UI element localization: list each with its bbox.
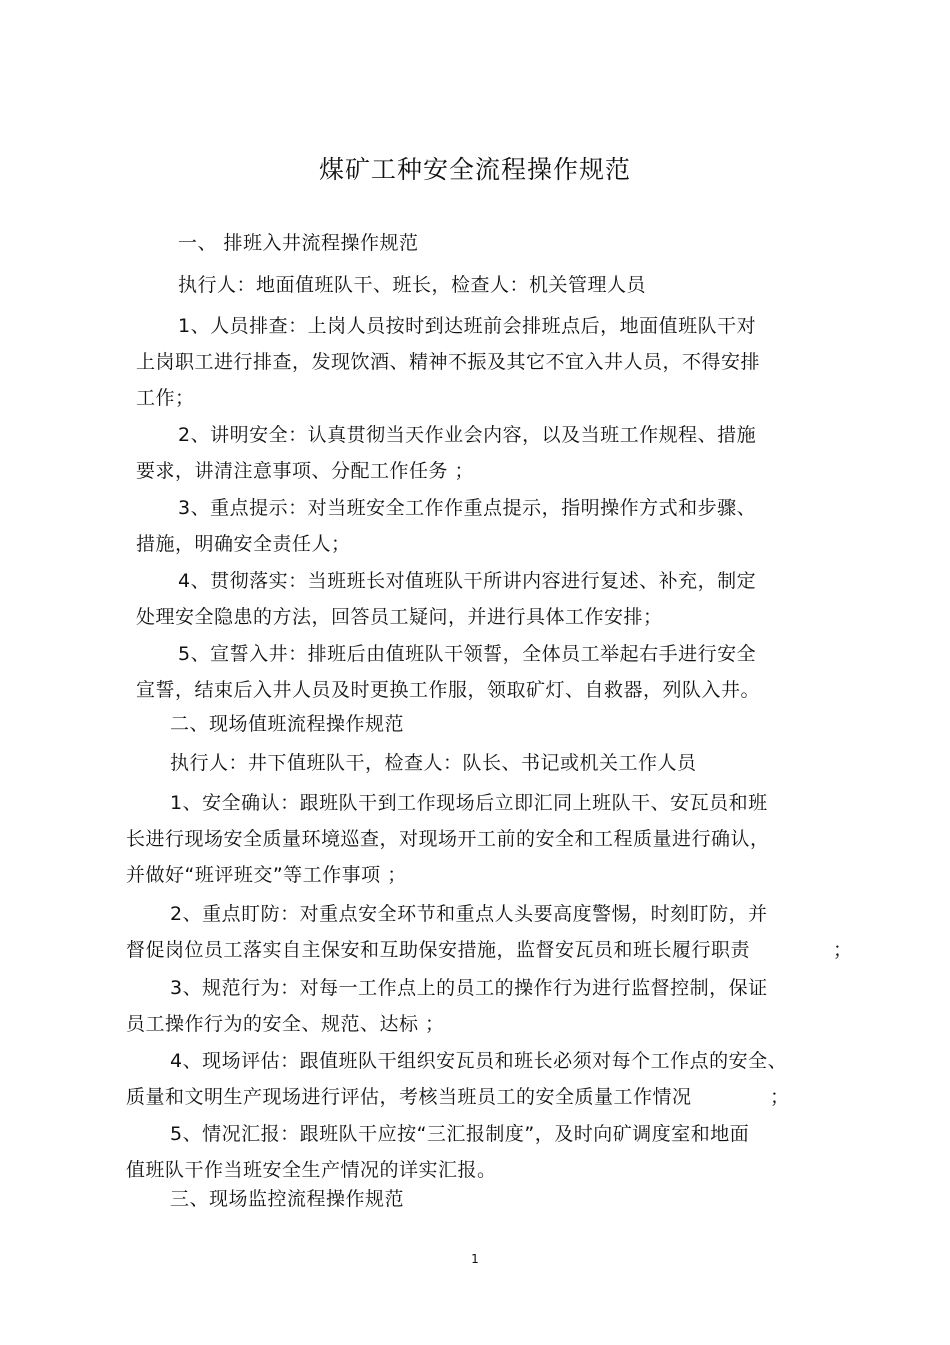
paragraph-line: 3、重点提示：对当班安全工作作重点提示，指明操作方式和步骤、 bbox=[178, 497, 757, 519]
paragraph-line: 3、规范行为：对每一工作点上的员工的操作行为进行监督控制，保证 bbox=[170, 977, 768, 999]
paragraph-line-punctuation: ； bbox=[833, 939, 853, 961]
paragraph-line: 处理安全隐患的方法，回答员工疑问，并进行具体工作安排； bbox=[136, 606, 663, 628]
paragraph-line: 并做好“班评班交”等工作事项 ； bbox=[126, 864, 407, 886]
paragraph-line: 4、现场评估：跟值班队干组织安瓦员和班长必须对每个工作点的安全、 bbox=[170, 1050, 788, 1072]
paragraph-line: 长进行现场安全质量环境巡查，对现场开工前的安全和工程质量进行确认， bbox=[126, 828, 770, 850]
paragraph-line: 5、宣誓入井：排班后由值班队干领誓，全体员工举起右手进行安全 bbox=[178, 643, 757, 665]
paragraph-line: 宣誓，结束后入井人员及时更换工作服，领取矿灯、自救器，列队入井。 bbox=[136, 679, 761, 701]
paragraph-line: 上岗职工进行排查，发现饮酒、精神不振及其它不宜入井人员，不得安排 bbox=[136, 351, 761, 373]
paragraph-line: 1、安全确认：跟班队干到工作现场后立即汇同上班队干、安瓦员和班 bbox=[170, 792, 768, 814]
paragraph-line: 执行人：地面值班队干、班长，检查人：机关管理人员 bbox=[178, 274, 647, 296]
paragraph-line: 执行人：井下值班队干，检查人：队长、书记或机关工作人员 bbox=[170, 752, 697, 774]
paragraph-line: 2、讲明安全：认真贯彻当天作业会内容，以及当班工作规程、措施 bbox=[178, 424, 757, 446]
paragraph-line-punctuation: ； bbox=[770, 1086, 790, 1108]
paragraph-line: 值班队干作当班安全生产情况的详实汇报。 bbox=[126, 1159, 497, 1181]
page-number: 1 bbox=[471, 1252, 479, 1266]
paragraph-line: 5、情况汇报：跟班队干应按“三汇报制度”，及时向矿调度室和地面 bbox=[170, 1123, 750, 1145]
paragraph-line: 1、人员排查：上岗人员按时到达班前会排班点后，地面值班队干对 bbox=[178, 315, 757, 337]
paragraph-line: 工作； bbox=[136, 387, 195, 409]
paragraph-line: 措施，明确安全责任人； bbox=[136, 533, 351, 555]
paragraph-line: 2、重点盯防：对重点安全环节和重点人头要高度警惕，时刻盯防，并 bbox=[170, 903, 768, 925]
section-heading-1: 一、 排班入井流程操作规范 bbox=[178, 232, 419, 254]
document-title: 煤矿工种安全流程操作规范 bbox=[318, 155, 631, 184]
paragraph-line: 质量和文明生产现场进行评估，考核当班员工的安全质量工作情况 bbox=[126, 1086, 692, 1108]
section-heading-2: 二、现场值班流程操作规范 bbox=[170, 713, 405, 735]
paragraph-line: 员工操作行为的安全、规范、达标 ； bbox=[126, 1013, 445, 1035]
paragraph-line: 督促岗位员工落实自主保安和互助保安措施，监督安瓦员和班长履行职责 bbox=[126, 939, 751, 961]
section-heading-3: 三、现场监控流程操作规范 bbox=[170, 1188, 405, 1210]
paragraph-line: 4、贯彻落实：当班班长对值班队干所讲内容进行复述、补充，制定 bbox=[178, 570, 757, 592]
paragraph-line: 要求，讲清注意事项、分配工作任务 ； bbox=[136, 460, 475, 482]
